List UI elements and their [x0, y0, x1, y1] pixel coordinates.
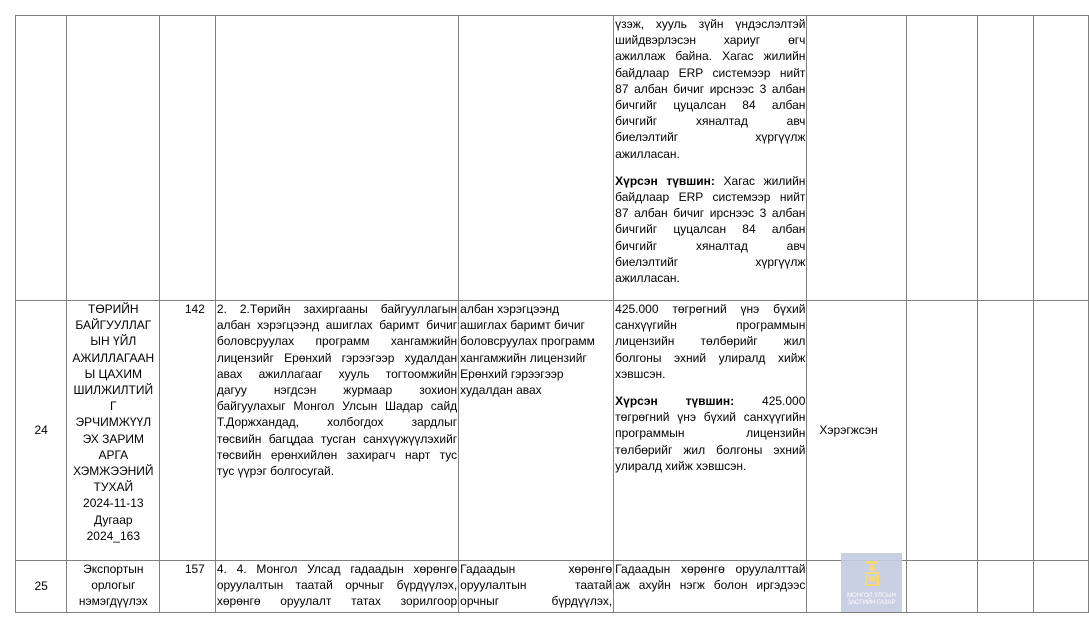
result-cell: [614, 561, 807, 613]
achieved-level: [615, 393, 805, 409]
result-cell: [614, 16, 807, 301]
action-cell: [459, 561, 614, 613]
empty-cell: [906, 561, 978, 613]
law-line: БАЙГУУЛЛАГ: [75, 318, 152, 333]
task-line: лицензийг Ерөнхий гэрээгээр худалдан: [216, 350, 458, 365]
empty-cell: [1033, 561, 1088, 613]
table-row: [16, 301, 1089, 561]
result-line: бичгийг хяналтад авч: [615, 238, 806, 253]
result-line: лицензийн төлбөрийг жил: [615, 334, 806, 349]
empty-cell: [978, 561, 1033, 613]
law-line: ЫН ҮЙЛ: [90, 334, 137, 349]
result-line: төгрөгний үнэ бүхий санхүүгийн: [615, 410, 806, 425]
action-line: боловсруулах программ: [460, 334, 595, 349]
table-row: [16, 561, 1089, 613]
row-number-cell: [16, 16, 67, 301]
achieved-level: [615, 173, 805, 189]
task-line: боловсруулах программ хангамжийн: [216, 334, 458, 349]
task-line: авах ажиллагааг хууль тогтоомжийн: [216, 366, 458, 381]
result-line: Гадаадын хөрөнгө оруулалттай: [615, 562, 806, 576]
law-line: Г: [110, 399, 117, 414]
result-line: ажиллаж байна. Хагас жилийн: [615, 49, 806, 64]
action-line: худалдан авах: [460, 383, 542, 398]
soyombo-emblem-icon: [863, 559, 881, 587]
law-line: ЭХ ЗАРИМ: [82, 431, 145, 446]
action-line: Ерөнхий гэрээгээр: [460, 366, 564, 381]
government-seal: [841, 553, 902, 612]
result-line: шийдвэрлэсэн хариуг өгч: [615, 33, 806, 48]
law-name-cell: [67, 561, 160, 613]
law-line: нэмэгдүүлэх: [78, 594, 148, 609]
task-line: байгуулахыг Монгол Улсын Шадар сайд: [216, 399, 458, 414]
achieved-level-label: Хүрсэн түвшин:: [615, 394, 735, 409]
result-line: үзэж, хууль зүйн үндэслэлтэй: [615, 17, 806, 31]
task-cell: [215, 301, 458, 561]
empty-cell: [1033, 16, 1088, 301]
law-line: АЖИЛЛАГААН: [72, 350, 155, 365]
achieved-level-label: Хүрсэн түвшин:: [615, 173, 715, 188]
action-line: хангамжийн лицензийг: [460, 350, 587, 365]
task-line: оруулалтын таатай орчныг бүрдүүлэх,: [216, 578, 458, 593]
status-cell: Хэрэгжсэн: [807, 301, 906, 561]
task-line: төсвийн багцдаа тусган санхүүжүүлэхийг: [216, 431, 458, 446]
law-line: ШИЛЖИЛТИЙ: [73, 383, 154, 398]
action-line: орчныг бүрдүүлэх,: [460, 594, 613, 609]
result-line: программын лицензийн: [615, 426, 806, 441]
result-line: 87 албан бичиг ирснээс 3 албан: [615, 206, 806, 221]
result-line: биелэлтийг хүргүүлж: [615, 254, 806, 269]
achieved-level-text: Хагас жилийн: [723, 173, 806, 188]
law-line: ЭРЧИМЖҮҮЛ: [75, 415, 152, 430]
result-line: байдлаар ERP системээр нийт: [615, 65, 806, 80]
empty-cell: [1033, 301, 1088, 561]
code-cell: 157: [160, 561, 215, 613]
report-table: [15, 15, 1089, 613]
law-line: орлогыг: [91, 578, 136, 593]
status-cell: [807, 16, 906, 301]
law-line: ТУХАЙ: [93, 480, 134, 495]
action-line: ашиглах баримт бичиг: [460, 318, 585, 333]
result-line: бичгийг цуцалсан 84 албан: [615, 222, 806, 237]
result-line: санхүүгийн программын: [615, 318, 806, 333]
law-name-cell: [67, 301, 160, 561]
table-row: [16, 16, 1089, 301]
task-line: Т.Доржхандад, холбогдох зардлыг: [216, 415, 458, 430]
law-line: Ы ЦАХИМ: [84, 366, 143, 381]
law-name-cell: [67, 16, 160, 301]
result-line: хэвшсэн.: [615, 366, 666, 381]
result-line: болгоны эхний улиралд хийж: [615, 350, 806, 365]
law-date: 2024-11-13: [83, 496, 144, 511]
task-line: тус үүрэг болгосугай.: [216, 464, 335, 479]
seal-text-line: ЗАСГИЙН ГАЗАР: [847, 600, 896, 606]
empty-cell: [978, 16, 1033, 301]
result-line: улиралд хийж хэвшсэн.: [615, 458, 747, 473]
result-line: бичгийг хяналтад авч: [615, 114, 806, 129]
law-line: ТӨРИЙН: [88, 302, 139, 316]
achieved-level-text: 425.000: [762, 394, 806, 409]
seal-text-line: МОНГОЛ УЛСЫН: [847, 593, 896, 599]
result-cell: [614, 301, 807, 561]
seal-text: [841, 593, 902, 607]
row-number-cell: 25: [16, 561, 67, 613]
result-line: төлбөрийг жил болгоны эхний: [615, 442, 806, 457]
empty-cell: [906, 16, 978, 301]
law-line: Экспортын: [83, 562, 144, 576]
action-line: оруулалтын таатай: [460, 578, 613, 593]
result-line: ажилласан.: [615, 146, 680, 161]
task-line: төсвийн ерөнхийлөн захирагч нарт тус: [216, 447, 458, 462]
result-line: биелэлтийг хүргүүлж: [615, 130, 806, 145]
action-cell: [459, 301, 614, 561]
task-line: 4. 4. Монгол Улсад гадаадын хөрөнгө: [216, 562, 458, 576]
result-line: байдлаар ERP системээр нийт: [615, 190, 806, 205]
result-line: 87 албан бичиг ирснээс 3 албан: [615, 81, 806, 96]
result-line: ажилласан.: [615, 271, 680, 286]
action-line: Гадаадын хөрөнгө: [460, 562, 613, 576]
task-line: дагуу нэгдсэн журмаар зохион: [216, 383, 458, 398]
result-line: бичгийг цуцалсан 84 албан: [615, 98, 806, 113]
action-line: албан хэрэгцээнд: [460, 302, 560, 316]
row-number-cell: 24: [16, 301, 67, 561]
code-cell: [160, 16, 215, 301]
task-cell: [215, 561, 458, 613]
task-line: албан хэрэгцээнд ашиглах баримт бичиг: [216, 318, 458, 333]
action-cell: [459, 16, 614, 301]
law-line: ХЭМЖЭЭНИЙ: [73, 464, 154, 479]
task-line: хөрөнгө оруулалт татах зорилгоор: [216, 594, 458, 609]
law-line: АРГА: [98, 447, 129, 462]
law-number: 2024_163: [86, 528, 140, 543]
code-cell: 142: [160, 301, 215, 561]
result-line: 425.000 төгрөгний үнэ бүхий: [615, 302, 806, 316]
task-cell: [215, 16, 458, 301]
empty-cell: [978, 301, 1033, 561]
task-line: 2. 2.Төрийн захиргааны байгууллагын: [216, 302, 458, 316]
empty-cell: [906, 301, 978, 561]
law-line: Дугаар: [94, 512, 133, 527]
result-line: аж ахуйн нэгж болон иргэдээс: [615, 578, 806, 593]
